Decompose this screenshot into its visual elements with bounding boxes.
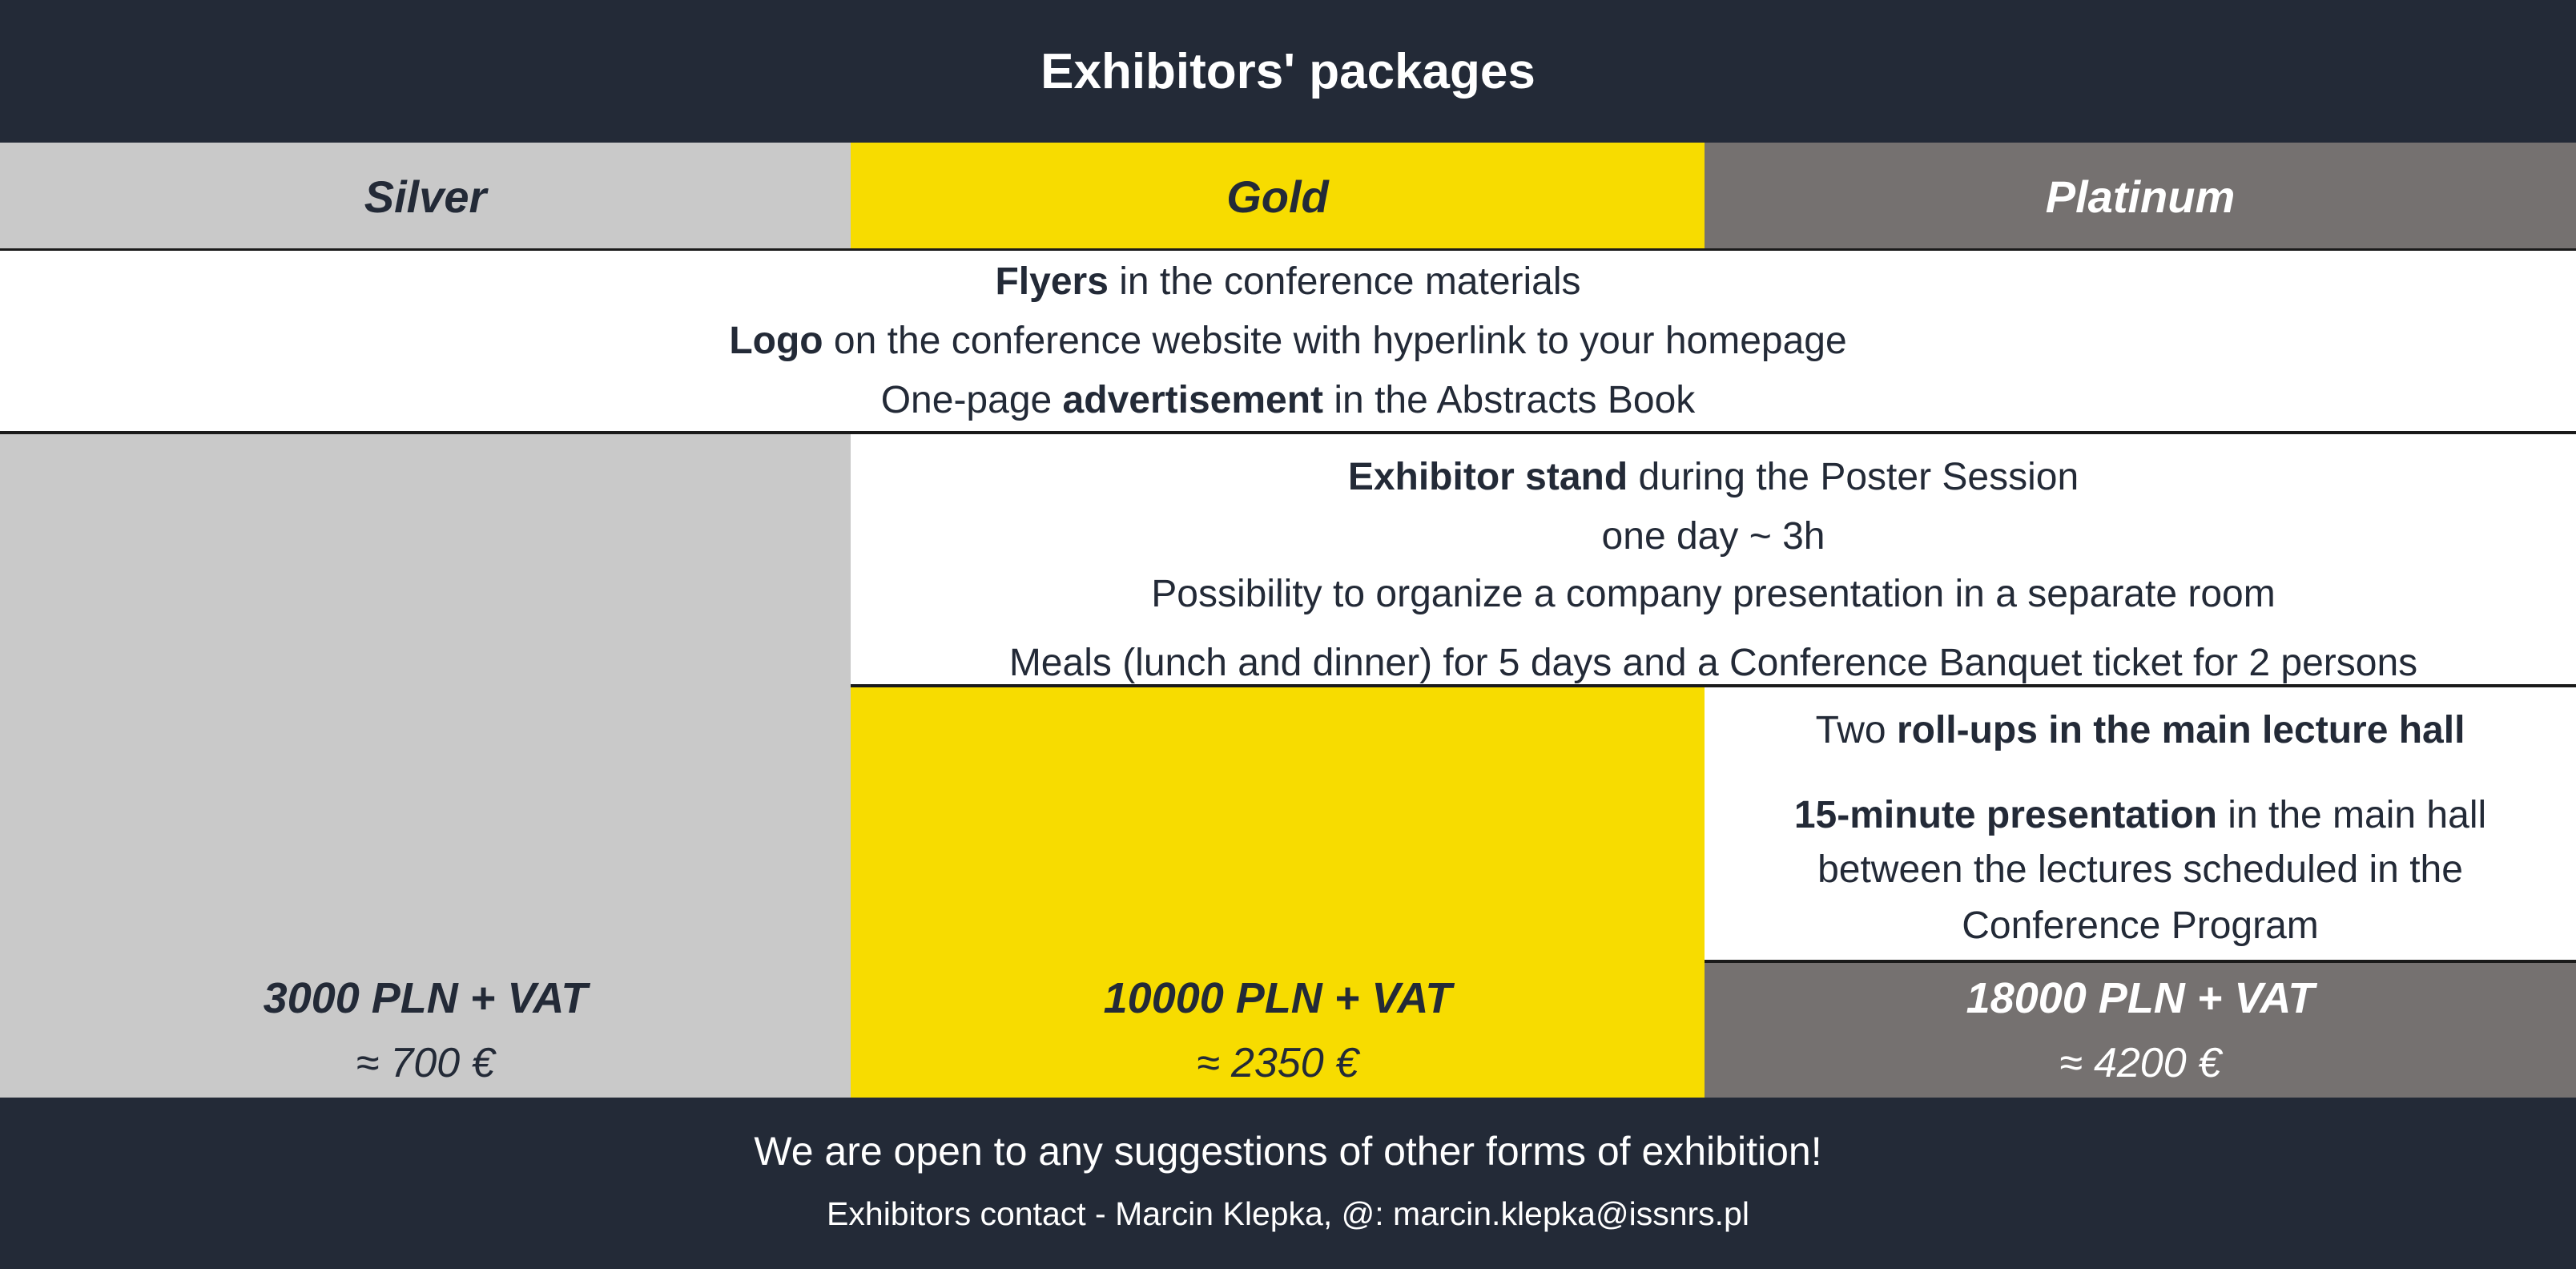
price-pln: 18000 PLN + VAT [1966,974,2315,1022]
footer-bar [0,1098,2576,1269]
benefit-stand-duration: one day ~ 3h [1601,515,1825,558]
price-platinum [1705,963,2576,1098]
all-tiers-benefits [0,250,2576,433]
benefit-presentation-room: Possibility to organize a company presentation in a separate room [1151,573,2276,615]
tier-header-platinum [1705,143,2576,250]
benefit-presentation-line3: Conference Program [1962,904,2319,947]
tier-label-gold: Gold [1226,171,1329,222]
tier-header-gold [851,143,1705,250]
tier-label-silver: Silver [364,171,487,222]
tier-label-platinum: Platinum [2045,171,2236,222]
silver-column-fill [0,434,851,963]
benefit-presentation-line2: between the lectures scheduled in the [1817,848,2463,891]
footer-contact: Exhibitors contact - Marcin Klepka, @: marcin.klepka@issnrs.pl [827,1195,1749,1232]
price-silver [0,963,851,1098]
benefit-15-minute-presentation: 15-minute presentation in the main hall [1793,794,2487,836]
price-gold [851,963,1705,1098]
header-bar [0,0,2576,143]
gold-platinum-benefits [851,434,2576,684]
price-pln: 3000 PLN + VAT [263,974,588,1022]
price-eur: ≈ 2350 € [1196,1040,1359,1086]
benefit-logo: Logo on the conference website with hyperlink to your homepage [729,320,1847,362]
benefit-flyers: Flyers in the conference materials [995,260,1581,303]
page-title: Exhibitors' packages [1040,43,1536,99]
price-pln: 10000 PLN + VAT [1103,974,1452,1022]
benefit-meals: Meals (lunch and dinner) for 5 days and a Conference Banquet ticket for 2 persons [1008,642,2418,684]
benefit-exhibitor-stand: Exhibitor stand during the Poster Session [1347,456,2079,498]
price-eur: ≈ 4200 € [2059,1040,2222,1086]
benefit-rollups: Two roll-ups in the main lecture hall [1815,709,2465,751]
price-eur: ≈ 700 € [356,1040,495,1086]
tier-header-silver [0,143,851,250]
benefit-advertisement: One-page advertisement in the Abstracts Book [880,379,1696,421]
platinum-benefits [1705,687,2576,961]
gold-column-fill [851,687,1705,963]
footer-message: We are open to any suggestions of other forms of exhibition! [754,1129,1822,1174]
